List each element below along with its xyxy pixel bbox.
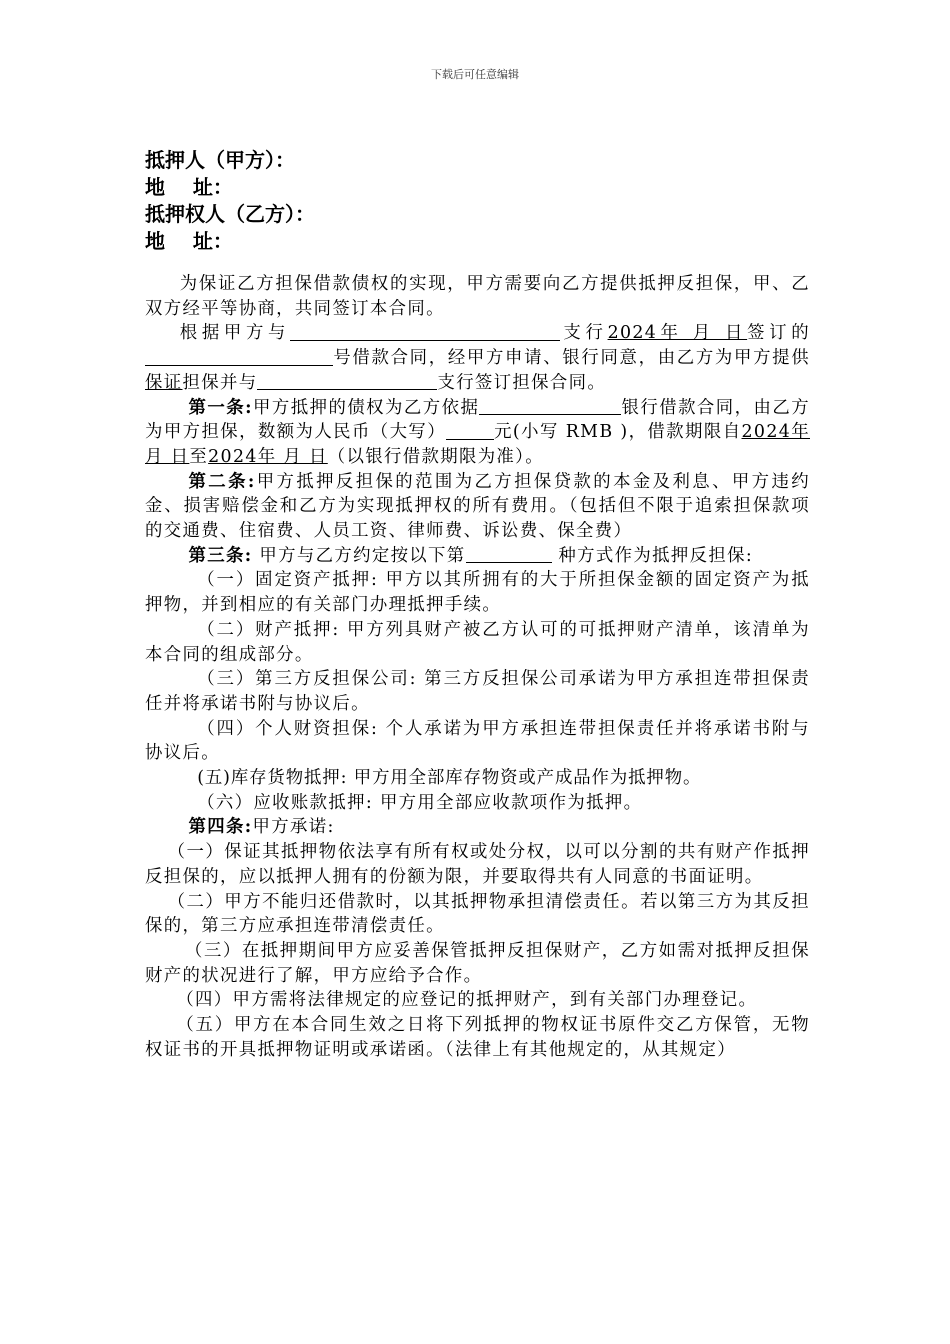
mortgagor-address-label: 地 址：	[145, 175, 233, 199]
mortgagee-label: 抵押权人（乙方）：	[145, 202, 315, 226]
article-title: 第三条:	[188, 545, 253, 566]
text-fragment: 支行签订担保合同。	[437, 372, 607, 393]
mortgagee-address-label: 地 址：	[145, 229, 233, 253]
text-fragment: 甲方与乙方约定按以下第	[252, 545, 466, 566]
mortgagor-label: 抵押人（甲方）：	[145, 148, 295, 172]
intro-paragraph-1: 为保证乙方担保借款债权的实现，甲方需要向乙方提供抵押反担保，甲、乙双方经平等协商，共同签订本合同。	[145, 274, 810, 319]
text-fragment: 支行	[560, 323, 608, 344]
blank-amount	[446, 421, 494, 440]
article-title: 第一条:	[188, 397, 253, 418]
article-title: 第四条:	[188, 817, 253, 838]
text-fragment: 号借款合同，经甲方申请、银行同意，由乙方为甲方提供	[333, 348, 810, 369]
blank-contract-number	[145, 346, 333, 365]
text-fragment: 甲方承诺:	[252, 817, 335, 838]
article-3-item: (五)库存货物抵押: 甲方用全部库存物资或产成品作为抵押物。	[197, 768, 702, 789]
article-4-item: （五）甲方在本合同生效之日将下列抵押的物权证书原件交乙方保管，无物权证书的开具抵押物证明或承诺函。（法律上有其他规定的，从其规定）	[145, 1015, 810, 1060]
article-3	[145, 544, 810, 569]
end-date: 2024年 月 日	[208, 446, 328, 467]
text-fragment: 签订的	[747, 323, 810, 344]
article-3-item: （四）个人财资担保: 个人承诺为甲方承担连带担保责任并将承诺书附与协议后。	[145, 718, 810, 764]
blank-branch-name	[257, 371, 437, 390]
article-3-item: （六）应收账款抵押: 甲方用全部应收款项作为抵押。	[197, 792, 643, 813]
article-3-item: （三）第三方反担保公司: 第三方反担保公司承诺为甲方承担连带担保责任并将承诺书附与协议后。	[145, 669, 810, 714]
start-date: 2024年 月 日	[145, 422, 810, 467]
article-text: 甲方抵押反担保的范围为乙方担保贷款的本金及利息、甲方违约金、损害赔偿金和乙方为实现抵押权的所有费用。（包括但不限于追索担保款项的交通费、住宿费、人员工资、律师费、诉讼费、保全费）	[145, 471, 810, 542]
text-fragment: 根据甲方与	[179, 323, 291, 344]
blank-bank-name	[290, 322, 560, 341]
article-4-item: （四）甲方需将法律规定的应登记的抵押财产，到有关部门办理登记。	[176, 990, 758, 1011]
text-fragment: 甲方抵押的债权为乙方依据	[252, 397, 480, 418]
article-4-item: （三）在抵押期间甲方应妥善保管抵押反担保财产，乙方如需对抵押反担保财产的状况进行了解，甲方应给予合作。	[145, 940, 810, 986]
guarantee-type: 保证	[145, 372, 183, 393]
parties-block	[145, 147, 315, 255]
article-3-item: （二）财产抵押: 甲方列具财产被乙方认可的可抵押财产清单，该清单为本合同的组成部分。	[145, 619, 810, 665]
text-fragment: 担保并与	[182, 372, 258, 393]
text-fragment: 银行借款合同，由乙方为甲方担保，数额为人民币（大写）	[145, 397, 810, 443]
intro-paragraph-2	[145, 321, 810, 395]
blank-method-number	[466, 544, 552, 563]
contract-body	[145, 272, 810, 1063]
text-fragment: （以银行借款期限为准）。	[327, 446, 544, 467]
text-fragment: 元(小写 RMB )，借款期限自	[494, 422, 742, 443]
article-4	[145, 815, 810, 840]
text-fragment: 至	[189, 446, 209, 467]
article-title: 第二条:	[188, 471, 256, 492]
header-note: 下载后可任意编辑	[431, 68, 519, 81]
article-4-item: （二）甲方不能归还借款时，以其抵押物承担清偿责任。若以第三方为其反担保的，第三方应承担连带清偿责任。	[145, 891, 810, 937]
article-2	[145, 470, 810, 544]
date-field: 2024年 月 日	[607, 323, 748, 344]
article-3-item: （一）固定资产抵押: 甲方以其所拥有的大于所担保金额的固定资产为抵押物，并到相应的有关部门办理抵押手续。	[145, 570, 810, 616]
text-fragment: 种方式作为抵押反担保:	[551, 545, 754, 566]
blank-bank	[479, 396, 621, 415]
article-4-item: （一）保证其抵押物依法享有所有权或处分权，以可以分割的共有财产作抵押反担保的，应以抵押人拥有的份额为限，并要取得共有人同意的书面证明。	[145, 842, 810, 887]
article-1	[145, 396, 810, 470]
